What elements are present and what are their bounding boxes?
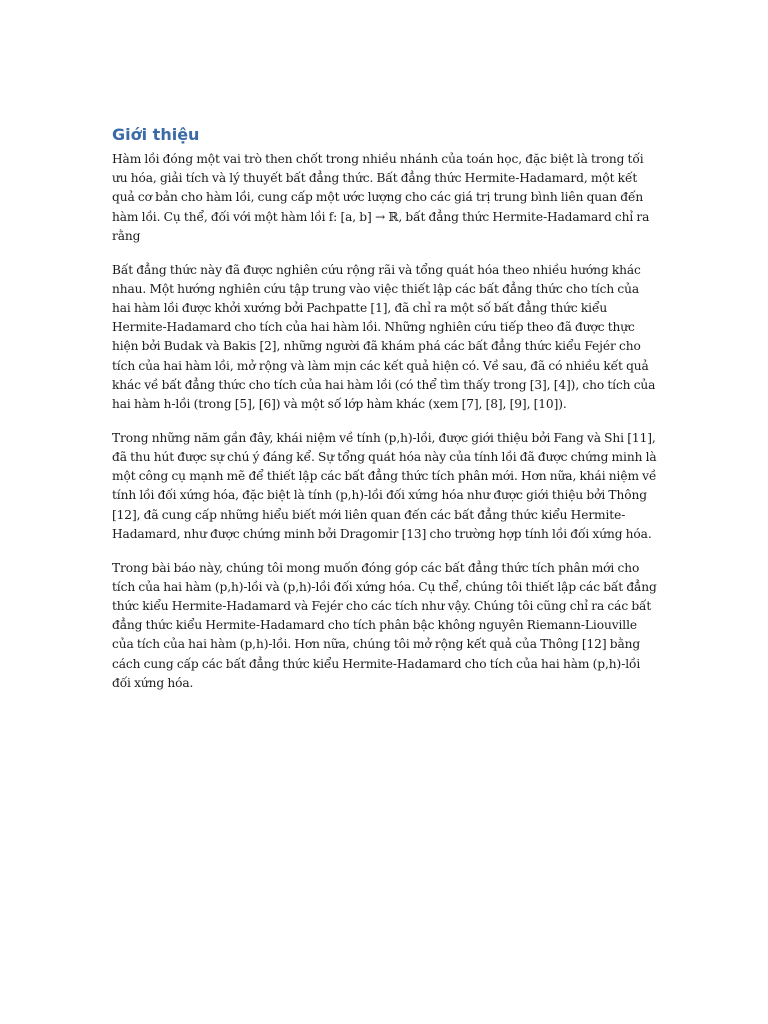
section-heading: Giới thiệu bbox=[112, 125, 200, 144]
paragraph-2: Bất đẳng thức này đã được nghiên cứu rộng rãi và tổng quát hóa theo nhiều hướng khác nhau. Một hướng nghiên cứu tập trung vào việc thiết lập các bất đẳng thức cho tích của hai hàm lồi được khởi xướng bởi Pachpatte [1], đã chỉ ra một số bất đẳng thức kiểu Hermite-Hadamard cho tích của hai hàm lồi. Những nghiên cứu tiếp theo đã được thực hiện bởi Budak và Bakis [2], những người đã khám phá các bất đẳng thức kiểu Fejér cho tích của hai hàm lồi, mở rộng và làm mịn các kết quả hiện có. Về sau, đã có nhiều kết quả khác về bất đẳng thức cho tích của hai hàm lồi (có thể tìm thấy trong [3], [4]), cho tích của hai hàm h-lồi (trong [5], [6]) và một số lớp hàm khác (xem [7], [8], [9], [10]). bbox=[112, 262, 656, 412]
paragraph-3: Trong những năm gần đây, khái niệm về tính (p,h)-lồi, được giới thiệu bởi Fang và Shi [11], đã thu hút được sự chú ý đáng kể. Sự tổng quát hóa này của tính lồi đã được chứng minh là một công cụ mạnh mẽ để thiết lập các bất đẳng thức tích phân mới. Hơn nữa, khái niệm về tính lồi đối xứng hóa, đặc biệt là tính (p,h)-lồi đối xứng hóa như được giới thiệu bởi Thông [12], đã cung cấp những hiểu biết mới liên quan đến các bất đẳng thức kiểu Hermite-Hadamard, như được chứng minh bởi Dragomir [13] cho trường hợp tính lồi đối xứng hóa. bbox=[112, 430, 657, 541]
document-body bbox=[112, 124, 660, 708]
paragraph-1: Hàm lồi đóng một vai trò then chốt trong nhiều nhánh của toán học, đặc biệt là trong tối ưu hóa, giải tích và lý thuyết bất đẳng thức. Bất đẳng thức Hermite-Hadamard, một kết quả cơ bản cho hàm lồi, cung cấp một ước lượng cho các giá trị trung bình liên quan đến hàm lồi. Cụ thể, đối với một hàm lồi f: [a, b] → ℝ, bất đẳng thức Hermite-Hadamard chỉ ra rằng bbox=[112, 152, 650, 243]
paragraph-4: Trong bài báo này, chúng tôi mong muốn đóng góp các bất đẳng thức tích phân mới cho tích của hai hàm (p,h)-lồi và (p,h)-lồi đối xứng hóa. Cụ thể, chúng tôi thiết lập các bất đẳng thức kiểu Hermite-Hadamard và Fejér cho các tích như vậy. Chúng tôi cũng chỉ ra các bất đẳng thức kiểu Hermite-Hadamard cho tích phân bậc không nguyên Riemann-Liouville của tích của hai hàm (p,h)-lồi. Hơn nữa, chúng tôi mở rộng kết quả của Thông [12] bằng cách cung cấp các bất đẳng thức kiểu Hermite-Hadamard cho tích của hai hàm (p,h)-lồi đối xứng hóa. bbox=[112, 560, 657, 690]
